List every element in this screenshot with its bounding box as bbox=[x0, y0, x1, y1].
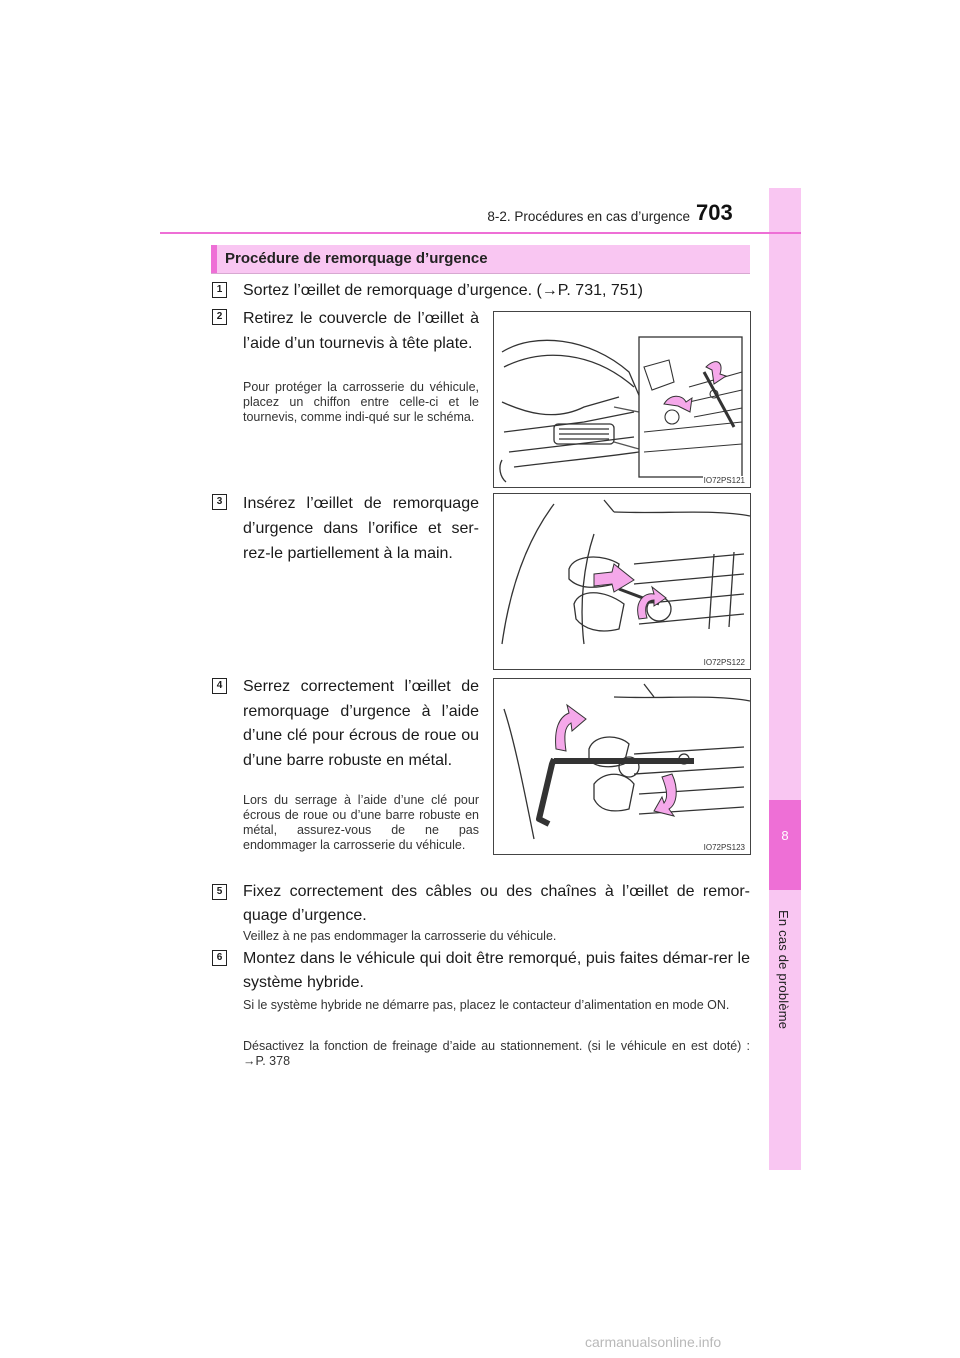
step-number-6: 6 bbox=[212, 950, 227, 966]
chapter-number-box bbox=[769, 800, 801, 890]
figure-step-3-illustration bbox=[494, 494, 750, 669]
chapter-label: En cas de problème bbox=[776, 910, 791, 1030]
step-number-3: 3 bbox=[212, 494, 227, 510]
page-number: 703 bbox=[696, 200, 733, 225]
step-number-1: 1 bbox=[212, 282, 227, 298]
figure-step-3 bbox=[493, 493, 751, 670]
figure-code-122: IO72PS122 bbox=[703, 658, 745, 667]
step-number-2: 2 bbox=[212, 309, 227, 325]
step-6-note-2: Désactivez la fonction de freinage d’aide au stationnement. (si le véhicule en est doté) : →P. 378 bbox=[243, 1039, 750, 1068]
step-3-text: Insérez l’œillet de remorquage d’urgence dans l’orifice et ser-rez-le partiellement à la main. bbox=[243, 495, 479, 562]
footer-watermark: carmanualsonline.info bbox=[585, 1334, 722, 1350]
step-4-text: Serrez correctement l’œillet de remorquage d’urgence à l’aide d’une clé pour écrous de roue ou d’une barre robuste en métal. bbox=[243, 678, 479, 769]
step-2-text: Retirez le couvercle de l’œillet à l’aide d’un tournevis à tête plate. bbox=[243, 310, 479, 352]
section-accent bbox=[211, 245, 217, 273]
step-number-5: 5 bbox=[212, 884, 227, 900]
section-title: Procédure de remorquage d’urgence bbox=[225, 250, 488, 267]
figure-code-123: IO72PS123 bbox=[703, 843, 745, 852]
step-5-note: Veillez à ne pas endommager la carrosserie du véhicule. bbox=[243, 929, 557, 943]
figure-step-2-illustration bbox=[494, 312, 750, 487]
figure-step-4 bbox=[493, 678, 751, 855]
step-number-4: 4 bbox=[212, 678, 227, 694]
step-2-note: Pour protéger la carrosserie du véhicule, placez un chiffon entre celle-ci et le tournevis, comme indi-qué sur le schéma. bbox=[243, 380, 479, 424]
step-5-text: Fixez correctement des câbles ou des chaînes à l’œillet de remor-quage d’urgence. bbox=[243, 883, 750, 924]
header-rule bbox=[160, 232, 801, 234]
header-section-ref: 8-2. Procédures en cas d’urgence bbox=[487, 209, 690, 224]
chapter-number: 8 bbox=[781, 828, 789, 843]
figure-step-4-illustration bbox=[494, 679, 750, 854]
step-6-text: Montez dans le véhicule qui doit être remorqué, puis faites démar-rer le système hybride. bbox=[243, 950, 750, 991]
figure-code-121: IO72PS121 bbox=[703, 476, 745, 485]
figure-step-2 bbox=[493, 311, 751, 488]
section-title-bar bbox=[211, 245, 750, 274]
step-4-note: Lors du serrage à l’aide d’une clé pour écrous de roue ou d’une barre robuste en métal, assurez-vous de ne pas endommager la carrosserie du véhicule. bbox=[243, 793, 479, 852]
step-1-text: Sortez l’œillet de remorquage d’urgence. (→P. 731, 751) bbox=[243, 282, 643, 299]
step-6-note: Si le système hybride ne démarre pas, placez le contacteur d’alimentation en mode ON. bbox=[243, 998, 730, 1012]
